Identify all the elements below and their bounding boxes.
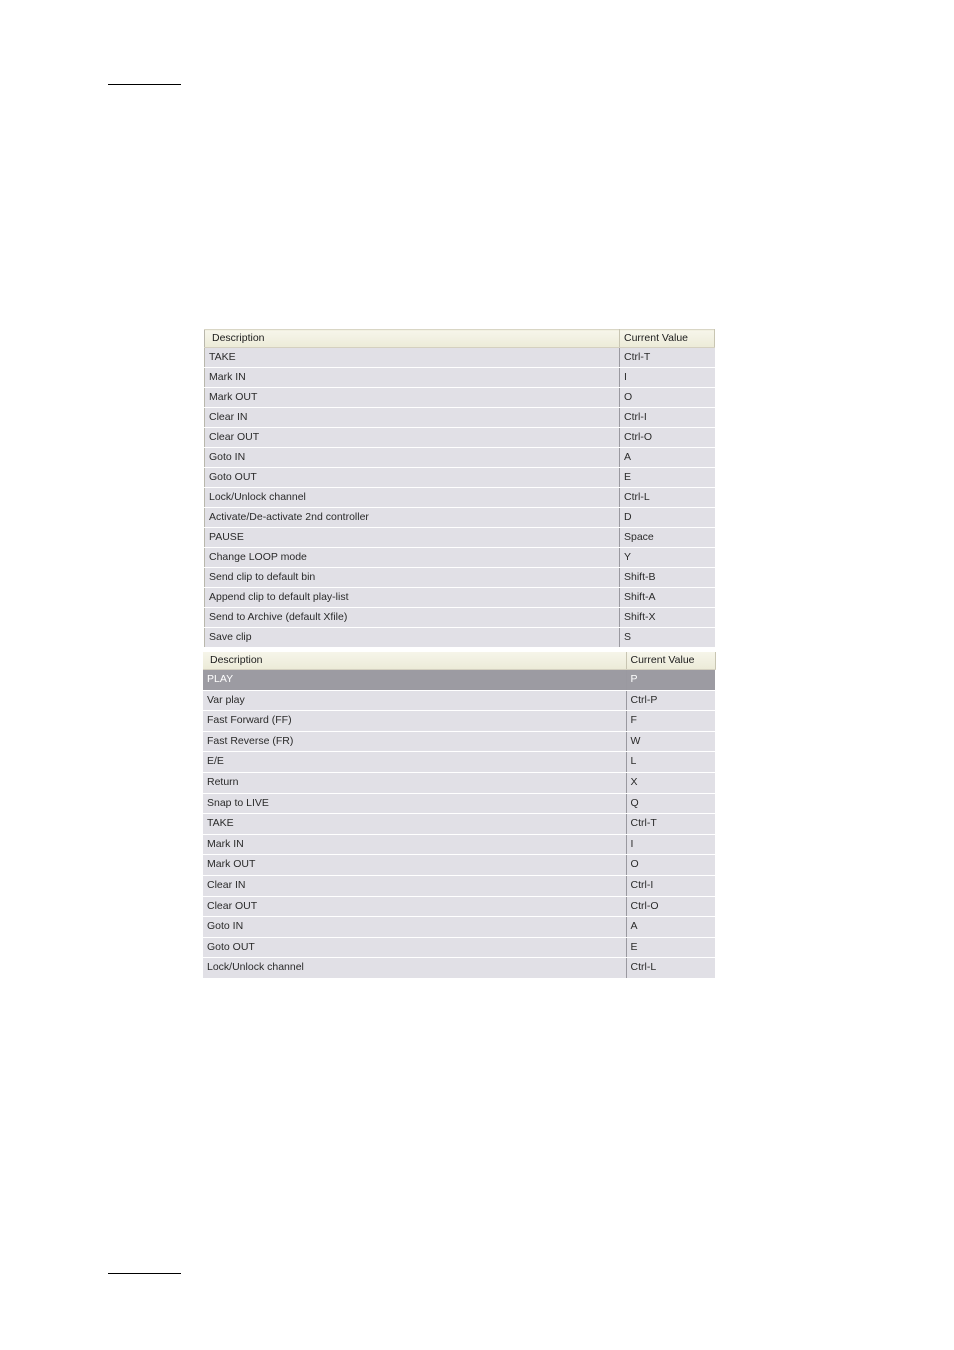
- shortcut-value-cell: L: [626, 752, 715, 773]
- shortcut-value-cell: Ctrl-P: [626, 690, 715, 711]
- shortcut-description-cell: Mark IN: [205, 368, 620, 388]
- shortcut-description-cell: Append clip to default play-list: [205, 588, 620, 608]
- shortcut-value-cell: S: [620, 628, 715, 648]
- table-row[interactable]: [205, 548, 715, 568]
- table-row[interactable]: [203, 711, 715, 732]
- table-row[interactable]: [205, 448, 715, 468]
- shortcut-value-cell: Y: [620, 548, 715, 568]
- table-body: [205, 348, 715, 648]
- shortcut-description-cell: Clear OUT: [205, 428, 620, 448]
- table-header-row: [205, 330, 715, 348]
- shortcut-description-cell: Snap to LIVE: [203, 793, 626, 814]
- shortcut-value-cell: A: [620, 448, 715, 468]
- shortcut-description-cell: TAKE: [205, 348, 620, 368]
- shortcut-description-cell: Goto IN: [205, 448, 620, 468]
- shortcut-description-cell: TAKE: [203, 814, 626, 835]
- shortcut-value-cell: F: [626, 711, 715, 732]
- shortcut-description-cell: PAUSE: [205, 528, 620, 548]
- shortcut-value-cell: Ctrl-L: [620, 488, 715, 508]
- shortcut-description-cell: Clear OUT: [203, 896, 626, 917]
- shortcut-value-cell: Ctrl-O: [620, 428, 715, 448]
- shortcut-description-cell: Save clip: [205, 628, 620, 648]
- shortcut-description-cell: Clear IN: [205, 408, 620, 428]
- table-row[interactable]: [205, 348, 715, 368]
- shortcut-value-cell: Ctrl-I: [626, 875, 715, 896]
- table-row[interactable]: [203, 896, 715, 917]
- table-row[interactable]: [205, 528, 715, 548]
- table-row[interactable]: [203, 834, 715, 855]
- page-header-rule: [108, 84, 181, 85]
- shortcut-table-bottom: [203, 652, 716, 979]
- shortcut-description-cell: Lock/Unlock channel: [205, 488, 620, 508]
- table-row[interactable]: [203, 752, 715, 773]
- table-row[interactable]: [203, 731, 715, 752]
- shortcut-value-cell: I: [620, 368, 715, 388]
- table-row[interactable]: [205, 468, 715, 488]
- column-header-current-value[interactable]: Current Value: [620, 330, 715, 348]
- table-row[interactable]: [205, 408, 715, 428]
- shortcut-description-cell: Send clip to default bin: [205, 568, 620, 588]
- shortcut-value-cell: Ctrl-L: [626, 958, 715, 979]
- table-row[interactable]: [203, 855, 715, 876]
- shortcut-value-cell: Shift-B: [620, 568, 715, 588]
- shortcut-description-cell: Fast Reverse (FR): [203, 731, 626, 752]
- column-header-current-value[interactable]: Current Value: [626, 652, 715, 670]
- shortcut-description-cell: Mark OUT: [205, 388, 620, 408]
- table-body: [203, 670, 715, 979]
- table-row[interactable]: [203, 690, 715, 711]
- table-row[interactable]: [205, 388, 715, 408]
- shortcut-value-cell: Space: [620, 528, 715, 548]
- shortcut-value-cell: Shift-X: [620, 608, 715, 628]
- shortcut-description-cell: Goto OUT: [205, 468, 620, 488]
- table-row[interactable]: [205, 608, 715, 628]
- shortcut-description-cell: Activate/De-activate 2nd controller: [205, 508, 620, 528]
- table-row[interactable]: [203, 670, 715, 691]
- shortcut-description-cell: Goto IN: [203, 917, 626, 938]
- shortcut-description-cell: Clear IN: [203, 875, 626, 896]
- shortcut-description-cell: Goto OUT: [203, 937, 626, 958]
- shortcut-value-cell: O: [620, 388, 715, 408]
- table-row[interactable]: [205, 568, 715, 588]
- shortcut-value-cell: Ctrl-I: [620, 408, 715, 428]
- table-row[interactable]: [205, 588, 715, 608]
- shortcut-value-cell: D: [620, 508, 715, 528]
- shortcut-value-cell: E: [620, 468, 715, 488]
- table-row[interactable]: [205, 368, 715, 388]
- shortcut-description-cell: Change LOOP mode: [205, 548, 620, 568]
- shortcut-value-cell: Ctrl-T: [620, 348, 715, 368]
- table-row[interactable]: [205, 508, 715, 528]
- shortcut-value-cell: Q: [626, 793, 715, 814]
- page-footer-rule: [108, 1273, 181, 1274]
- shortcut-value-cell: E: [626, 937, 715, 958]
- column-header-description[interactable]: Description: [203, 652, 626, 670]
- table-row[interactable]: [203, 937, 715, 958]
- shortcut-table-top: [204, 329, 715, 648]
- table-row[interactable]: [203, 793, 715, 814]
- shortcut-value-cell: O: [626, 855, 715, 876]
- shortcut-value-cell: Ctrl-T: [626, 814, 715, 835]
- table-row[interactable]: [203, 814, 715, 835]
- table-row[interactable]: [203, 875, 715, 896]
- shortcut-description-cell: Mark OUT: [203, 855, 626, 876]
- shortcut-value-cell: P: [626, 670, 715, 691]
- shortcut-description-cell: PLAY: [203, 670, 626, 691]
- table-row[interactable]: [203, 958, 715, 979]
- shortcut-value-cell: I: [626, 834, 715, 855]
- shortcut-value-cell: Shift-A: [620, 588, 715, 608]
- shortcut-description-cell: Var play: [203, 690, 626, 711]
- table-row[interactable]: [203, 917, 715, 938]
- table-row[interactable]: [205, 428, 715, 448]
- shortcut-description-cell: Send to Archive (default Xfile): [205, 608, 620, 628]
- table-row[interactable]: [205, 488, 715, 508]
- shortcut-value-cell: Ctrl-O: [626, 896, 715, 917]
- shortcut-description-cell: Lock/Unlock channel: [203, 958, 626, 979]
- shortcut-description-cell: Return: [203, 772, 626, 793]
- table-row[interactable]: [205, 628, 715, 648]
- shortcut-value-cell: X: [626, 772, 715, 793]
- shortcut-description-cell: Fast Forward (FF): [203, 711, 626, 732]
- shortcut-value-cell: W: [626, 731, 715, 752]
- shortcut-description-cell: E/E: [203, 752, 626, 773]
- table-header-row: [203, 652, 715, 670]
- shortcut-description-cell: Mark IN: [203, 834, 626, 855]
- column-header-description[interactable]: Description: [205, 330, 620, 348]
- table-row[interactable]: [203, 772, 715, 793]
- shortcut-value-cell: A: [626, 917, 715, 938]
